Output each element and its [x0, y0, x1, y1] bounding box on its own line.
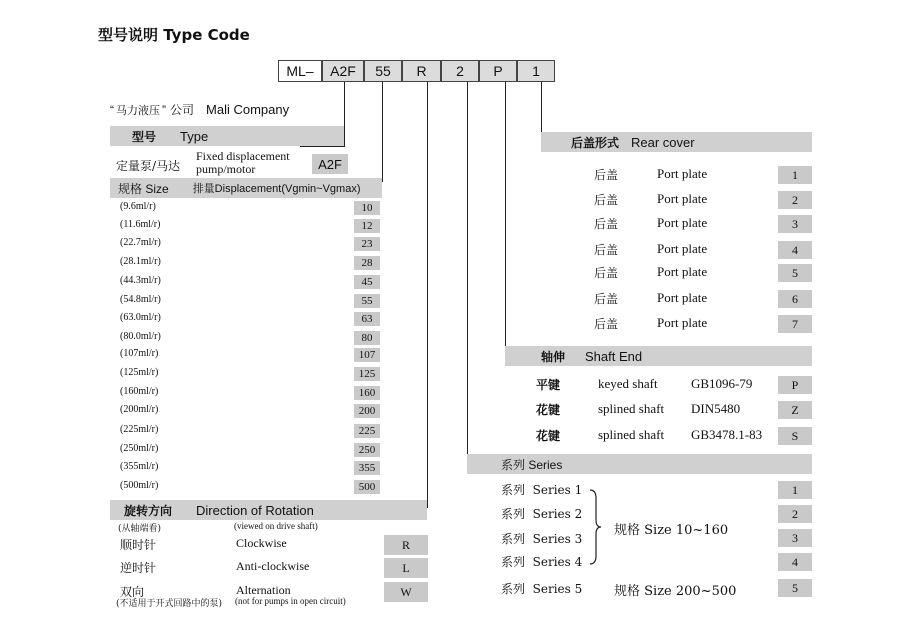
rotation-header-en: Direction of Rotation	[196, 502, 314, 518]
company-quote-close: ”	[162, 103, 166, 117]
size-row-disp: (160ml/r)	[120, 386, 159, 397]
size-row-code: 10	[354, 201, 380, 215]
connector-rotation-v	[427, 82, 428, 508]
code-box-rear-cover: 1	[517, 60, 555, 82]
type-cn: 定量泵/马达	[116, 159, 181, 173]
rotation-row-code: W	[384, 582, 428, 602]
type-en-line2: pump/motor	[196, 162, 256, 176]
type-row	[116, 150, 352, 180]
shaft-row-cn: 平键	[536, 378, 561, 392]
type-header-en: Type	[180, 128, 209, 144]
connector-shaft-v	[505, 82, 506, 348]
rear-row-code: 4	[778, 241, 812, 259]
series-header-label: 系列 Series	[501, 457, 563, 472]
size-row-code: 225	[354, 424, 380, 438]
rotation-row-en: Anti-clockwise	[236, 559, 310, 573]
size-row-disp: (125ml/r)	[120, 367, 159, 378]
size-row-code: 63	[354, 312, 380, 326]
size-row-code: 107	[354, 348, 380, 362]
connector-rear-v	[541, 82, 542, 134]
size-header-label: 规格 Size	[118, 181, 169, 196]
size-row-disp: (11.6ml/r)	[120, 219, 161, 230]
rear-cover-header	[541, 132, 812, 152]
size-row-code: 55	[354, 294, 380, 308]
company-suffix: 公司	[170, 103, 195, 117]
rear-row-cn: 后盖	[594, 317, 619, 331]
type-en	[196, 150, 290, 176]
rear-row-cn: 后盖	[594, 266, 619, 280]
rear-row-code: 2	[778, 191, 812, 209]
size-row-code: 355	[354, 461, 380, 475]
size-row-disp: (44.3ml/r)	[120, 275, 161, 286]
size-row-disp: (28.1ml/r)	[120, 256, 161, 267]
rear-row-code: 1	[778, 166, 812, 184]
size-row-disp: (9.6ml/r)	[120, 201, 156, 212]
rotation-row-en: Clockwise	[236, 536, 287, 550]
size-row-disp: (63.0ml/r)	[120, 312, 161, 323]
rotation-sub-en: (viewed on drive shaft)	[234, 521, 318, 531]
rotation-note-cn: (不适用于开式回路中的泵)	[116, 599, 223, 609]
connector-size-v	[382, 82, 383, 182]
rotation-header	[110, 500, 427, 520]
rotation-row-cn: 逆时针	[120, 561, 157, 575]
rear-row-en: Port plate	[657, 166, 708, 181]
rear-row-en: Port plate	[657, 264, 708, 279]
size-row-code: 500	[354, 480, 380, 494]
type-en-line1: Fixed displacement	[196, 149, 290, 163]
size-row-code: 28	[354, 256, 380, 270]
shaft-row-std: GB3478.1-83	[691, 427, 763, 442]
series-header	[467, 454, 812, 474]
series-row-code: 3	[778, 529, 812, 547]
rear-row-cn: 后盖	[594, 193, 619, 207]
rotation-row-code: R	[384, 535, 428, 555]
company-line	[110, 101, 289, 118]
size-row-code: 45	[354, 275, 380, 289]
shaft-row-code: Z	[778, 401, 812, 419]
company-name-cn: 马力液压	[116, 105, 160, 117]
rear-row-code: 5	[778, 264, 812, 282]
connector-series-v	[467, 82, 468, 455]
size-row-disp: (54.8ml/r)	[120, 294, 161, 305]
page-title: 型号说明 Type Code	[98, 26, 250, 44]
size-row-disp: (225ml/r)	[120, 424, 159, 435]
code-box-series: 2	[441, 60, 479, 82]
rear-row-cn: 后盖	[594, 292, 619, 306]
rotation-note-en: (not for pumps in open circuit)	[235, 596, 346, 606]
size-row-disp: (80.0ml/r)	[120, 331, 161, 342]
rear-row-en: Port plate	[657, 215, 708, 230]
shaft-row-en: keyed shaft	[598, 376, 658, 391]
shaft-header-en: Shaft End	[585, 348, 643, 364]
rear-cover-header-en: Rear cover	[631, 134, 695, 150]
rear-row-cn: 后盖	[594, 243, 619, 257]
shaft-row-std: DIN5480	[691, 401, 741, 416]
series-row-label: 系列 Series 1	[501, 483, 583, 497]
size-row-code: 23	[354, 237, 380, 251]
size-row-disp: (355ml/r)	[120, 461, 159, 472]
size-row-disp: (22.7ml/r)	[120, 237, 161, 248]
size-row-code: 200	[354, 404, 380, 418]
type-header	[110, 126, 344, 146]
size-row-code: 160	[354, 386, 380, 400]
company-name-en: Mali Company	[206, 102, 290, 117]
size-row-code: 250	[354, 443, 380, 457]
rotation-row-cn: 顺时针	[120, 538, 157, 552]
size-header	[110, 178, 382, 198]
series5-note: 规格 Size 200~500	[614, 584, 737, 599]
shaft-row-en: splined shaft	[598, 401, 665, 416]
type-code-box: A2F	[312, 154, 348, 174]
rear-row-code: 7	[778, 315, 812, 333]
rear-row-code: 6	[778, 290, 812, 308]
size-row-code: 12	[354, 219, 380, 233]
series-row-code: 5	[778, 579, 812, 597]
series-row-code: 4	[778, 553, 812, 571]
shaft-row-cn: 花键	[536, 403, 561, 417]
size-row-code: 125	[354, 367, 380, 381]
shaft-header-cn: 轴伸	[541, 349, 566, 364]
size-header-disp: 排量Displacement(Vgmin~Vgmax)	[192, 183, 361, 195]
company-quote-open: “	[110, 103, 114, 117]
code-box-prefix: ML–	[278, 60, 322, 82]
shaft-row-en: splined shaft	[598, 427, 665, 442]
code-box-size: 55	[364, 60, 402, 82]
rear-row-en: Port plate	[657, 290, 708, 305]
rear-row-en: Port plate	[657, 191, 708, 206]
rotation-row-cn: 双向	[120, 585, 145, 599]
size-row-disp: (250ml/r)	[120, 443, 159, 454]
code-box-type: A2F	[322, 60, 364, 82]
rear-row-cn: 后盖	[594, 168, 619, 182]
series-row-label: 系列 Series 5	[501, 582, 583, 596]
size-row-disp: (107ml/r)	[120, 348, 159, 359]
connector-type-h	[300, 146, 345, 147]
rear-cover-header-cn: 后盖形式	[571, 135, 620, 150]
shaft-row-code: S	[778, 427, 812, 445]
shaft-row-code: P	[778, 376, 812, 394]
rotation-header-cn: 旋转方向	[124, 503, 173, 518]
shaft-row-std: GB1096-79	[691, 376, 753, 391]
shaft-header	[505, 346, 812, 366]
size-row-code: 80	[354, 331, 380, 345]
rear-row-code: 3	[778, 215, 812, 233]
code-box-shaft: P	[479, 60, 517, 82]
size-row-disp: (500ml/r)	[120, 480, 159, 491]
series-brace	[588, 488, 602, 566]
rear-row-en: Port plate	[657, 315, 708, 330]
series-row-label: 系列 Series 4	[501, 555, 583, 569]
rotation-row-en: Alternation	[236, 583, 291, 597]
type-code-row	[278, 60, 555, 82]
series-row-label: 系列 Series 2	[501, 507, 583, 521]
shaft-row-cn: 花键	[536, 429, 561, 443]
series-row-label: 系列 Series 3	[501, 532, 583, 546]
size-row-disp: (200ml/r)	[120, 404, 159, 415]
rear-row-en: Port plate	[657, 241, 708, 256]
series-row-code: 2	[778, 505, 812, 523]
type-header-cn: 型号	[132, 129, 157, 144]
connector-type-v	[344, 82, 345, 147]
rear-row-cn: 后盖	[594, 217, 619, 231]
series-group-note: 规格 Size 10~160	[614, 523, 729, 538]
series-brace-path	[590, 490, 601, 564]
series-row-code: 1	[778, 481, 812, 499]
code-box-rotation: R	[402, 60, 441, 82]
rotation-row-code: L	[384, 558, 428, 578]
rotation-sub-cn: (从轴端看)	[118, 524, 162, 534]
